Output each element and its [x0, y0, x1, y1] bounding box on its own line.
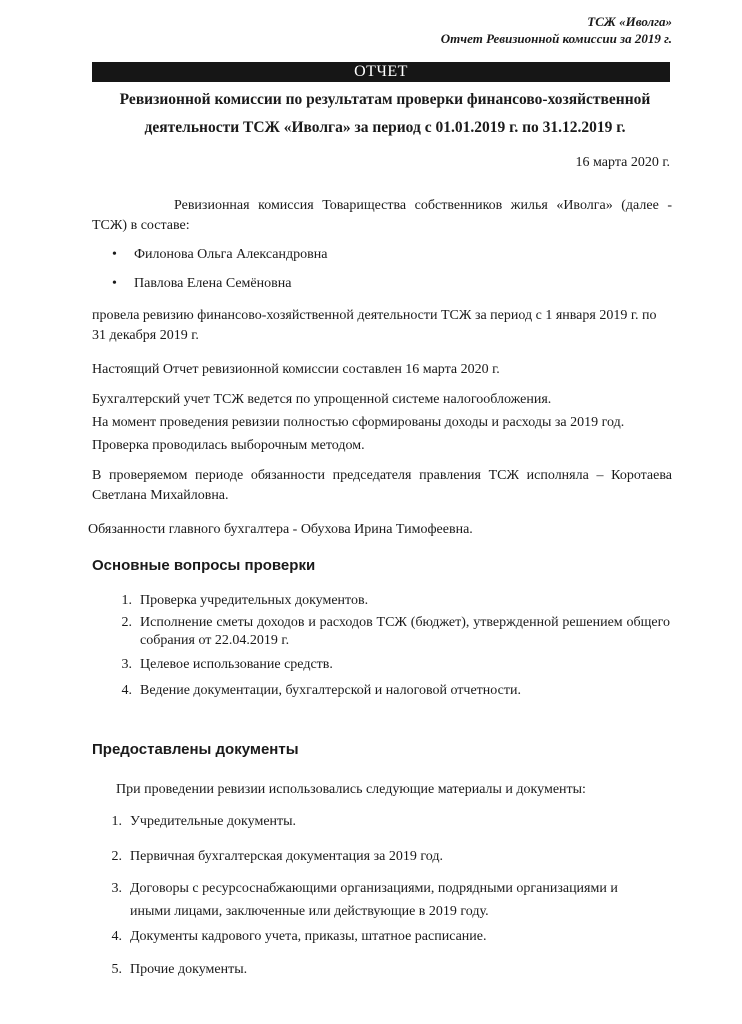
list-item-number: 1.: [111, 814, 122, 829]
member-item: [112, 274, 291, 294]
list-item-number: 2.: [111, 849, 122, 864]
audit-paragraph: провела ревизию финансово-хозяйственной деятельности ТСЖ за период с 1 января 2019 г. по 31 декабря 2019 г.: [92, 308, 657, 343]
list-item-number: 5.: [111, 962, 122, 977]
documents-intro: При проведении ревизии использовались следующие материалы и документы:: [116, 782, 586, 797]
list-item-number: 3.: [121, 657, 132, 672]
list-item-text: Проверка учредительных документов.: [140, 593, 369, 608]
list-item-text: Первичная бухгалтерская документация за 2019 год.: [130, 849, 443, 864]
list-item: [110, 656, 670, 674]
list-item: [100, 961, 660, 979]
list-item: [100, 928, 660, 946]
list-item-text: Целевое использование средств.: [140, 657, 333, 672]
list-item-text: Документы кадрового учета, приказы, штатное расписание.: [130, 929, 487, 944]
section-heading-documents: Предоставлены документы: [92, 741, 299, 758]
report-title-line-2: деятельности ТСЖ «Иволга» за период с 01.01.2019 г. по 31.12.2019 г.: [144, 119, 626, 136]
list-item-text: Ведение документации, бухгалтерской и налоговой отчетности.: [140, 683, 521, 698]
section-heading-main-questions: Основные вопросы проверки: [92, 557, 316, 574]
chairman-paragraph: В проверяемом периоде обязанности председателя правления ТСЖ исполняла – Коротаева Светлана Михайловна.: [92, 468, 672, 503]
intro-paragraph: Ревизионная комиссия Товарищества собственников жилья «Иволга» (далее - ТСЖ) в составе:: [92, 198, 672, 233]
list-item-number: 2.: [121, 615, 132, 630]
list-item-text: Прочие документы.: [130, 962, 248, 977]
report-date: 16 марта 2020 г.: [575, 155, 670, 170]
report-paragraph: Настоящий Отчет ревизионной комиссии составлен 16 марта 2020 г.: [92, 362, 500, 377]
list-item-number: 4.: [121, 683, 132, 698]
list-item-text: Договоры с ресурсоснабжающими организациями, подрядными организациями и иными лицами, заключенные или действующие в 2019 году.: [130, 881, 618, 919]
list-item: [110, 682, 670, 700]
list-item-number: 1.: [121, 593, 132, 608]
report-title-line-1: Ревизионной комиссии по результатам проверки финансово-хозяйственной: [119, 91, 651, 108]
list-item-number: 3.: [111, 881, 122, 896]
list-item-text: Исполнение сметы доходов и расходов ТСЖ (бюджет), утвержденной решением общего собрания от 22.04.2019 г.: [140, 615, 670, 648]
moment-paragraph: На момент проведения ревизии полностью сформированы доходы и расходы за 2019 год.: [92, 415, 625, 430]
list-item: [110, 614, 670, 650]
accountant-paragraph: Обязанности главного бухгалтера - Обухова Ирина Тимофеевна.: [88, 522, 473, 537]
list-item: [100, 813, 660, 831]
accounting-paragraph: Бухгалтерский учет ТСЖ ведется по упрощенной системе налогообложения.: [92, 392, 552, 407]
header-org-name: ТСЖ «Иволга»: [587, 14, 672, 29]
report-banner: ОТЧЕТ: [92, 62, 670, 82]
method-paragraph: Проверка проводилась выборочным методом.: [92, 438, 365, 453]
list-item: [100, 877, 660, 923]
list-item-number: 4.: [111, 929, 122, 944]
member-item: [112, 245, 327, 265]
list-item: [100, 848, 660, 866]
member-name: Филонова Ольга Александровна: [134, 247, 328, 262]
list-item: [110, 592, 670, 610]
member-name: Павлова Елена Семёновна: [134, 276, 292, 291]
list-item-text: Учредительные документы.: [130, 814, 297, 829]
header-report-name: Отчет Ревизионной комиссии за 2019 г.: [440, 31, 672, 46]
